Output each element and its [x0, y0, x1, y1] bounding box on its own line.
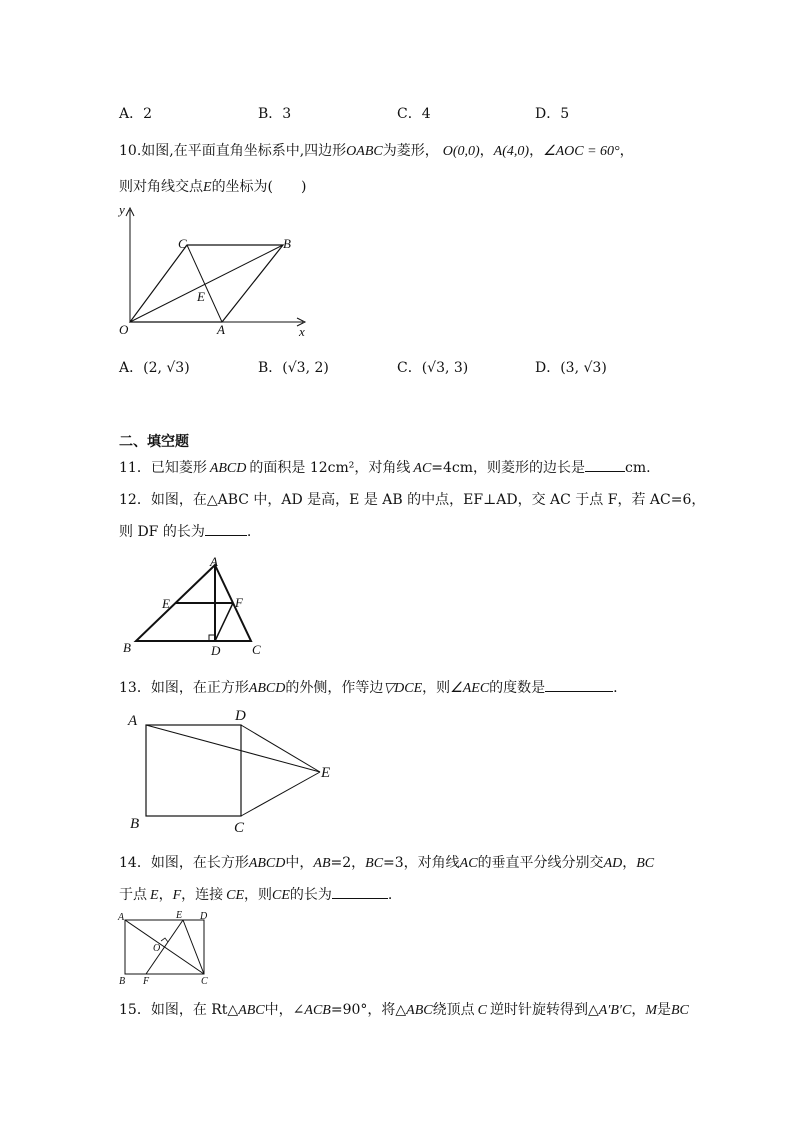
q15-seg: BC	[670, 1003, 689, 1018]
label-f: F	[235, 595, 243, 610]
q11-answer-blank[interactable]	[585, 457, 625, 472]
label-c: C	[234, 820, 245, 836]
label-a: A	[118, 912, 125, 923]
q10-sep: ，	[529, 143, 544, 159]
square-abcd	[146, 725, 241, 816]
label-b: B	[119, 976, 126, 987]
q13-text: 13．如图，在正方形	[119, 680, 249, 696]
q14-seg: AD	[603, 856, 623, 871]
q14-text: =2，	[330, 855, 366, 871]
q9-choice-d: D．5	[535, 106, 570, 122]
q14-point: F	[172, 888, 182, 903]
q10-choice-c: C．(√3, 3)	[397, 360, 469, 376]
q10-choice-d: D．(3, √3)	[535, 360, 607, 376]
q10-choice-a: A．(2, √3)	[119, 360, 190, 376]
q10-figure	[115, 200, 315, 340]
q14-answer-blank[interactable]	[332, 884, 388, 899]
q14-text: 于点	[119, 887, 147, 903]
diagonal-ac	[187, 245, 222, 322]
label-f: F	[143, 976, 150, 987]
q10-angle: ∠AOC = 60°	[543, 144, 620, 159]
q15-triangle: A′B′C	[598, 1003, 632, 1018]
label-d: D	[235, 708, 246, 724]
q9-choice-a: A．2	[119, 106, 153, 122]
segment-ae	[146, 725, 320, 772]
label-a: A	[217, 322, 225, 337]
q13-figure	[125, 705, 345, 835]
q11-shape: ABCD	[209, 461, 247, 476]
label-b: B	[283, 236, 291, 251]
label-e: E	[176, 910, 183, 921]
segment-ef	[146, 920, 183, 974]
q14-seg: BC	[636, 856, 655, 871]
q14-text: ，则	[244, 887, 273, 903]
q11-unit: cm.	[625, 460, 651, 476]
q12-line1: 12．如图，在△ABC 中，AD 是高，E 是 AB 的中点，EF⊥AD，交 AC 于点 F，若 AC=6，	[119, 492, 706, 508]
label-d: D	[200, 911, 208, 922]
q10-line1	[119, 140, 634, 160]
q15-text: 15．如图，在 Rt△	[119, 1002, 239, 1018]
q15-point: M	[645, 1003, 657, 1018]
q10-choice-b: B．(√3, 2)	[258, 360, 329, 376]
q12-answer-blank[interactable]	[205, 521, 247, 536]
label-b: B	[123, 640, 131, 655]
label-x: x	[299, 324, 305, 339]
q10-text: 为菱形，	[382, 143, 439, 159]
q14-seg: BC	[365, 856, 384, 871]
q12-figure	[118, 553, 278, 663]
q9-choice-c: C．4	[397, 106, 431, 122]
label-e: E	[321, 765, 331, 781]
diagonal-ob	[130, 245, 283, 322]
q13-text: ，则	[422, 680, 451, 696]
label-c: C	[178, 236, 187, 251]
q14-text: 中，	[285, 855, 314, 871]
q12-text: 则 DF 的长为	[119, 524, 205, 540]
q14-text: 的长为	[289, 887, 332, 903]
q13-shape: ABCD	[248, 681, 286, 696]
q14-line2	[119, 884, 392, 904]
q14-shape: ABCD	[248, 856, 286, 871]
q15-text: 绕顶点	[432, 1002, 475, 1018]
q10-shape: OABC	[346, 144, 383, 159]
q13-period: .	[613, 680, 618, 696]
q15-point: C	[477, 1003, 487, 1018]
segment-ce	[241, 772, 320, 816]
q11-text: 的面积是 12cm²，对角线	[249, 460, 411, 476]
label-b: B	[130, 816, 140, 832]
label-a: A	[210, 554, 218, 569]
q10-text: 10.如图,在平面直角坐标系中,四边形	[119, 143, 347, 159]
q10-line2	[119, 176, 307, 196]
q15-text: 中，∠	[264, 1002, 305, 1018]
segment-de	[241, 725, 320, 772]
q10-sep: ，	[479, 143, 494, 159]
q15-line	[119, 999, 689, 1019]
q15-triangle: ABC	[238, 1003, 265, 1018]
q14-text: ，连接	[181, 887, 224, 903]
q13-text: 的度数是	[489, 680, 546, 696]
q13-text: 的外侧，作等边	[285, 680, 384, 696]
q15-text: 是	[656, 1002, 671, 1018]
label-y: y	[119, 202, 125, 217]
segment-ce	[183, 920, 204, 974]
q11-diag: AC	[413, 461, 432, 476]
label-o: O	[153, 943, 161, 954]
q15-text: 逆时针旋转得到△	[489, 1002, 599, 1018]
q11-text: =4cm，则菱形的边长是	[431, 460, 586, 476]
q14-text: 14．如图，在长方形	[119, 855, 249, 871]
q10-sep: ，	[619, 143, 634, 159]
q14-sep: ，	[158, 887, 173, 903]
q11-text: 11．已知菱形	[119, 460, 207, 476]
q14-text: =3，对角线	[383, 855, 460, 871]
label-a: A	[128, 713, 138, 729]
q10-point-a: A(4,0)	[493, 144, 530, 159]
q14-sep: ，	[622, 855, 637, 871]
right-angle-mark	[161, 938, 168, 942]
label-d: D	[211, 643, 221, 658]
q14-seg: AB	[313, 856, 331, 871]
q15-sep: ，	[631, 1002, 646, 1018]
label-o: O	[119, 322, 129, 337]
section-title-fill-in: 二、填空题	[119, 434, 189, 450]
q15-angle: ACB	[304, 1003, 331, 1018]
q13-triangle: ▽DCE	[383, 681, 423, 696]
q13-line	[119, 677, 618, 697]
q14-period: .	[387, 887, 393, 903]
q14-text: 的垂直平分线分别交	[477, 855, 604, 871]
q10-point-o: O(0,0)	[442, 144, 480, 159]
q10-point-e: E	[203, 180, 212, 195]
q13-angle: ∠AEC	[450, 681, 490, 696]
label-c: C	[201, 976, 208, 987]
q15-text: =90°，将△	[330, 1002, 407, 1018]
q14-figure	[116, 908, 216, 988]
label-e: E	[197, 289, 205, 304]
q13-answer-blank[interactable]	[545, 677, 613, 692]
q14-point: E	[150, 888, 159, 903]
segment-df	[215, 603, 233, 641]
q14-seg: CE	[272, 888, 290, 903]
q14-line1	[119, 852, 654, 872]
q14-seg: AC	[459, 856, 478, 871]
q10-text: 的坐标为( )	[211, 179, 307, 195]
q11-line	[119, 457, 651, 477]
q12-line2	[119, 521, 251, 541]
q9-choice-b: B．3	[258, 106, 292, 122]
label-e: E	[162, 596, 170, 611]
q12-period: .	[246, 524, 252, 540]
q15-triangle: ABC	[406, 1003, 433, 1018]
q10-text: 则对角线交点	[119, 179, 203, 195]
q14-seg: CE	[226, 888, 245, 903]
label-c: C	[252, 642, 261, 657]
